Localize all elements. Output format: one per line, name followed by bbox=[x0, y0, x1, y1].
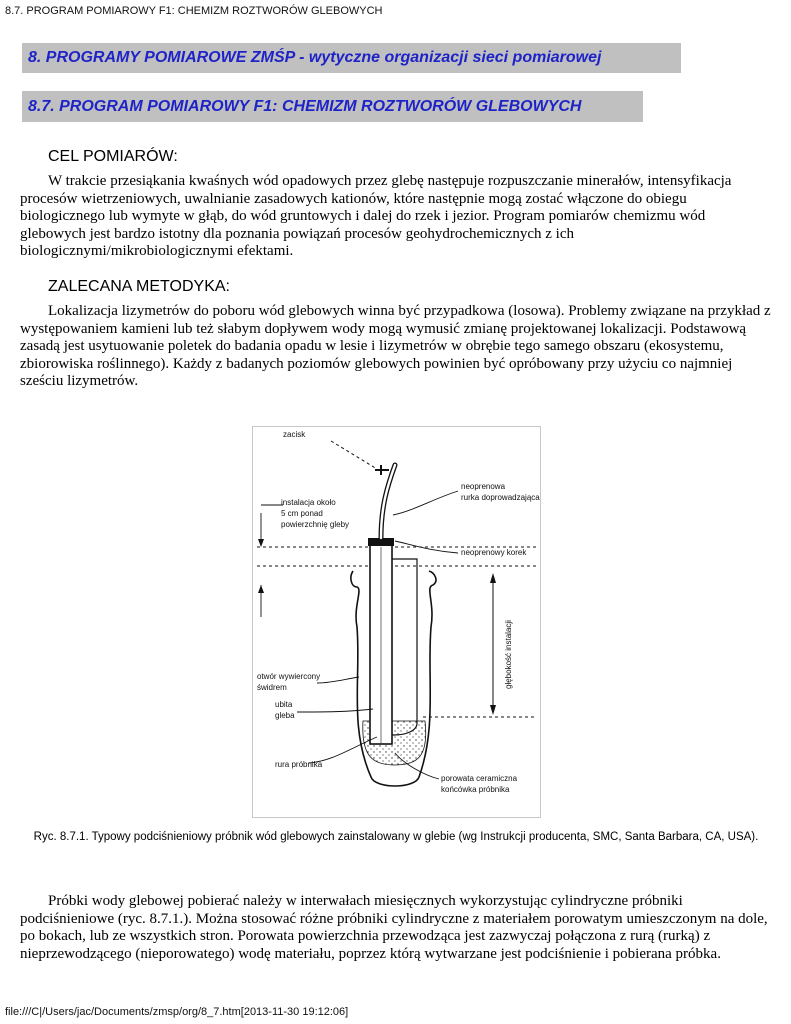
label-instalacja-1: instalacja około bbox=[281, 498, 336, 507]
heading-metodyka: ZALECANA METODYKA: bbox=[48, 278, 230, 295]
clamp-icon bbox=[375, 465, 389, 475]
section-banner bbox=[22, 91, 643, 122]
label-instalacja-3: powierzchnię gleby bbox=[281, 520, 350, 529]
figure-caption: Ryc. 8.7.1. Typowy podciśnieniowy próbnik wód glebowych zainstalowany w glebie (wg Instrukcji producenta, SMC, Santa Barbara, CA, USA). bbox=[33, 831, 759, 843]
lysimeter-diagram bbox=[253, 427, 542, 819]
label-ubita-1: ubita bbox=[275, 700, 293, 709]
borehole-leader bbox=[317, 677, 359, 683]
paragraph-cel: W trakcie przesiąkania kwaśnych wód opadowych przez glebę następuje rozpuszczanie minerałów, intensyfikacja procesów wietrzeniowych, uwalnianie zasadowych kationów, które następnie mogą zostać włączone do obiegu biologicznego lub wymyte w głąb, do wód gruntowych i dalej do rzek i jezior. Program pomiarów chemizmu wód glebowych jest bardzo istotny dla poznania powiązań procesów geohydrochemicznych z ich biologicznymi/mikrobiologicznymi efektami. bbox=[20, 173, 732, 259]
label-otwor-2: świdrem bbox=[257, 683, 287, 692]
paragraph-metodyka: Lokalizacja lizymetrów do poboru wód glebowych winna być przypadkowa (losowa). Problemy związane na przykład z występowaniem kamieni lub też słabym dopływem wody mogą wymusić zmianę projektowanej lokalizacji. Podstawową zasadą jest usytuowanie poletek do badania opadu w lesie i lizymetrów w obrębie tego samego obszaru (ekosystemu, zbiorowiska roślinnego). Każdy z badanych poziomów glebowych powinien być opróbowany przy użyciu co najmniej sześciu lizymetrów. bbox=[20, 303, 771, 389]
packed-soil-leader bbox=[297, 709, 373, 712]
heading-cel: CEL POMIARÓW: bbox=[48, 148, 178, 165]
paragraph-closing: Próbki wody glebowej pobierać należy w interwałach miesięcznych wykorzystując cylindryczne próbniki podciśnieniowe (ryc. 8.7.1.). Można stosować różne próbniki cylindryczne z materiałem porowatym umieszczonym na dole, po bokach, lub ze wszystkich stron. Porowata powierzchnia przewodząca jest zazwyczaj połączona z rurą (rurką) z nieprzewodzącego (nieporowatego) wodę materiału, poprzez którą wytwarzane jest podciśnienie i pobierana próbka. bbox=[20, 893, 768, 962]
label-koncowka-2: końcówka próbnika bbox=[441, 785, 510, 794]
label-rurka-1: neoprenowa bbox=[461, 482, 506, 491]
clamp-leader bbox=[331, 441, 377, 469]
label-korek: neoprenowy korek bbox=[461, 548, 527, 557]
label-rura: rura próbnika bbox=[275, 760, 323, 769]
label-ubita-2: gleba bbox=[275, 711, 295, 720]
chapter-title: 8. PROGRAMY POMIAROWE ZMŚP - wytyczne organizacji sieci pomiarowej bbox=[28, 49, 602, 66]
print-footer: file:///C|/Users/jac/Documents/zmsp/org/8_7.htm[2013-11-30 19:12:06] bbox=[5, 1006, 349, 1018]
print-header: 8.7. PROGRAM POMIAROWY F1: CHEMIZM ROZTWORÓW GLEBOWYCH bbox=[5, 5, 383, 17]
hose-leader bbox=[393, 491, 458, 515]
lysimeter-figure bbox=[252, 426, 541, 818]
label-otwor-1: otwór wywiercony bbox=[257, 672, 321, 681]
label-rurka-2: rurka doprowadzająca bbox=[461, 493, 540, 502]
section-title: 8.7. PROGRAM POMIAROWY F1: CHEMIZM ROZTWORÓW GLEBOWYCH bbox=[28, 97, 582, 115]
label-zacisk: zacisk bbox=[283, 430, 306, 439]
chapter-banner bbox=[22, 43, 681, 73]
label-instalacja-2: 5 cm ponad bbox=[281, 509, 323, 518]
label-koncowka-1: porowata ceramiczna bbox=[441, 774, 518, 783]
label-glebokosc: głębokość instalacji bbox=[504, 620, 513, 689]
